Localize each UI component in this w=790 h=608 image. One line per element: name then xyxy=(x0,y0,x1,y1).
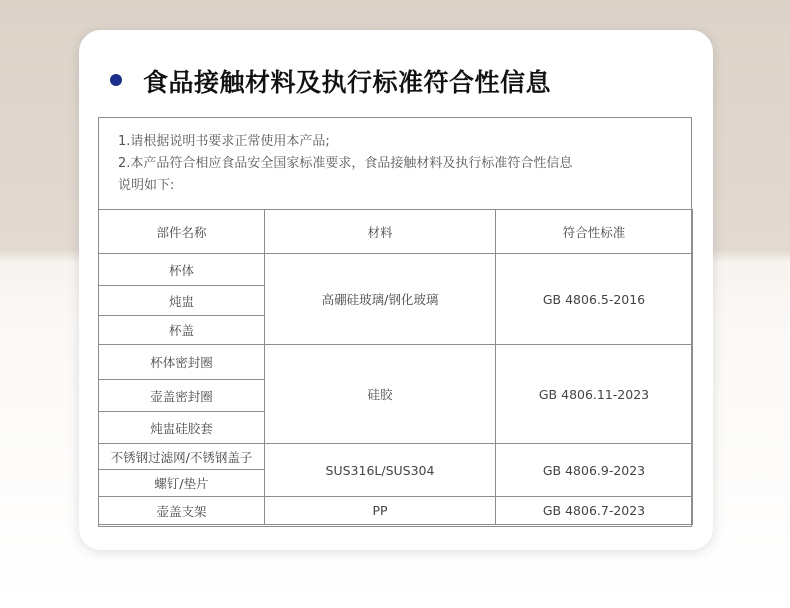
standard-cell: GB 4806.7-2023 xyxy=(496,497,693,525)
part-cell: 杯盖 xyxy=(99,316,265,345)
section-title: 食品接触材料及执行标准符合性信息 xyxy=(143,68,552,97)
table-row xyxy=(99,444,693,470)
material-cell: SUS316L/SUS304 xyxy=(265,444,496,497)
bullet-dot-icon xyxy=(110,74,122,86)
note-line: 说明如下: xyxy=(118,178,175,193)
part-cell: 杯体 xyxy=(99,254,265,286)
standard-cell: GB 4806.5-2016 xyxy=(496,254,693,345)
note-line: 2.本产品符合相应食品安全国家标准要求，食品接触材料及执行标准符合性信息 xyxy=(118,156,573,171)
part-cell: 杯体密封圈 xyxy=(99,345,265,380)
header-cell: 材料 xyxy=(265,210,496,254)
material-cell: 高硼硅玻璃/钢化玻璃 xyxy=(265,254,496,345)
part-cell: 螺钉/垫片 xyxy=(99,470,265,497)
table-header-row xyxy=(99,210,693,254)
table-row xyxy=(99,497,693,525)
table-row xyxy=(99,254,693,286)
part-cell: 不锈钢过滤网/不锈钢盖子 xyxy=(99,444,265,470)
part-cell: 壶盖密封圈 xyxy=(99,380,265,412)
standard-cell: GB 4806.11-2023 xyxy=(496,345,693,444)
notes xyxy=(118,131,688,197)
material-cell: 硅胶 xyxy=(265,345,496,444)
header-cell: 部件名称 xyxy=(99,210,265,254)
header-cell: 符合性标准 xyxy=(496,210,693,254)
table-row xyxy=(99,345,693,380)
part-cell: 壶盖支架 xyxy=(99,497,265,525)
part-cell: 炖盅 xyxy=(99,286,265,316)
note-line: 1.请根据说明书要求正常使用本产品; xyxy=(118,134,330,149)
compliance-table xyxy=(98,209,693,525)
material-cell: PP xyxy=(265,497,496,525)
standard-cell: GB 4806.9-2023 xyxy=(496,444,693,497)
part-cell: 炖盅硅胶套 xyxy=(99,412,265,444)
